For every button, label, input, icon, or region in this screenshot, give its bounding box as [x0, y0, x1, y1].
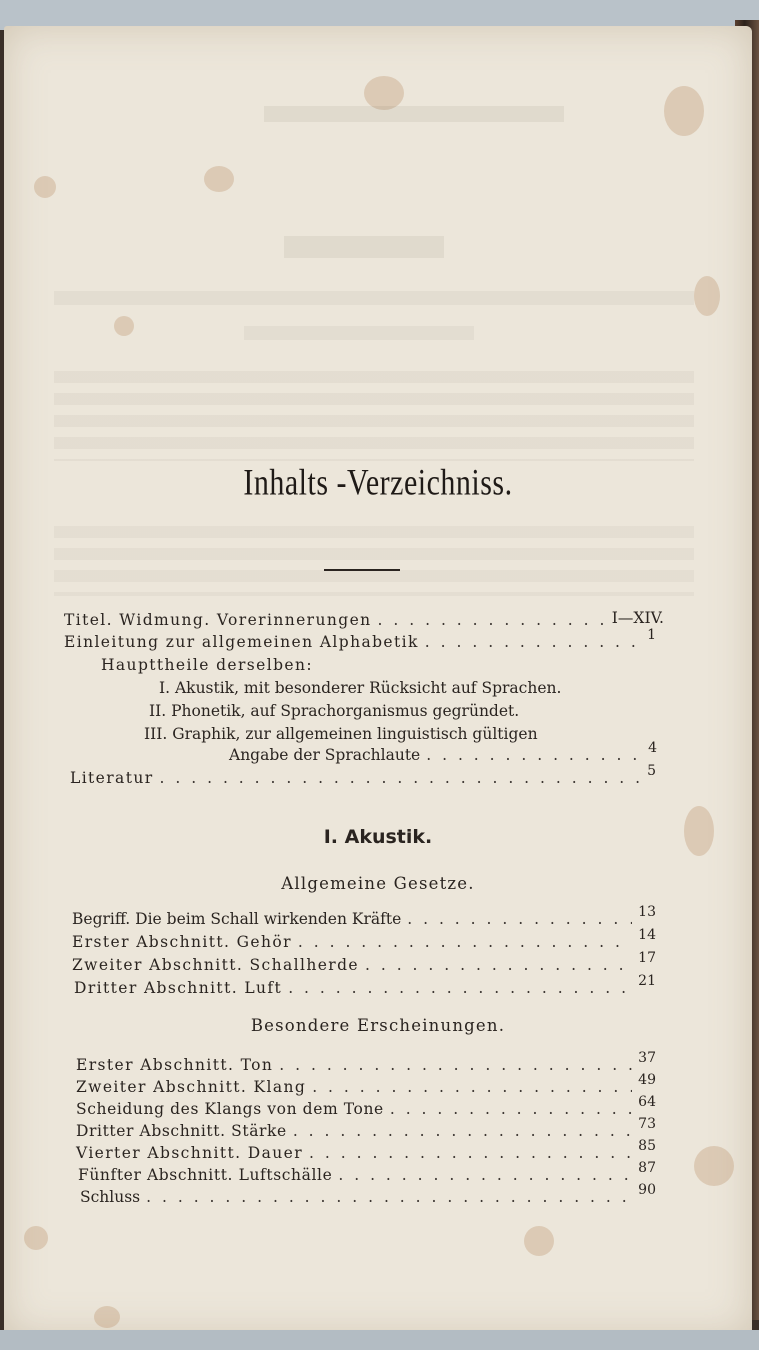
dot-leader: [425, 633, 641, 651]
dot-leader: [293, 1122, 632, 1140]
entry-page: I—XIV.: [611, 609, 664, 627]
toc-entry: [76, 1094, 656, 1118]
entry-title: Fünfter Abschnitt. Luftschälle: [78, 1166, 333, 1184]
show-through: [284, 236, 444, 258]
stain: [34, 176, 56, 198]
toc-subheading: Haupttheile derselben:: [101, 656, 313, 674]
show-through: [264, 106, 564, 122]
title-rule: [324, 569, 400, 571]
dot-leader: [338, 1166, 632, 1184]
entry-page: 17: [638, 950, 656, 966]
toc-subitem: III. Graphik, zur allgemeinen linguistisch gültigen: [144, 725, 538, 743]
dot-leader: [288, 979, 632, 997]
toc-entry: [74, 973, 656, 997]
toc-entry: [64, 611, 664, 629]
dot-leader: [146, 1188, 632, 1206]
entry-title: Dritter Abschnitt. Stärke: [76, 1122, 287, 1140]
entry-page: 85: [638, 1138, 656, 1154]
entry-page: 73: [638, 1116, 656, 1132]
show-through: [54, 371, 694, 461]
entry-title: Literatur: [70, 769, 154, 787]
entry-page: 64: [638, 1094, 656, 1110]
entry-title: Dritter Abschnitt. Luft: [74, 979, 283, 997]
stain: [204, 166, 234, 192]
dot-leader: [407, 910, 632, 928]
stain: [94, 1306, 120, 1328]
toc-entry: [80, 1182, 656, 1206]
entry-title: Erster Abschnitt. Ton: [76, 1056, 274, 1074]
dot-leader: [426, 746, 642, 764]
entry-page: 14: [638, 927, 656, 943]
group-heading: Besondere Erscheinungen.: [250, 1016, 506, 1035]
entry-title: Scheidung des Klangs von dem Tone: [76, 1100, 384, 1118]
entry-title: Angabe der Sprachlaute: [229, 746, 421, 764]
dot-leader: [378, 611, 606, 629]
background-bottom: [0, 1330, 759, 1350]
toc-entry: [229, 740, 657, 764]
page-title: Inhalts -Verzeichniss.: [243, 461, 513, 503]
stain: [364, 76, 404, 110]
dot-leader: [309, 1144, 632, 1162]
entry-page: 90: [638, 1182, 656, 1198]
toc-entry: [72, 904, 656, 928]
entry-title: Begriff. Die beim Schall wirkenden Kräfte: [72, 910, 402, 928]
stain: [114, 316, 134, 336]
stain: [694, 276, 720, 316]
toc-entry: [64, 627, 656, 651]
toc-entry: [72, 950, 656, 974]
dot-leader: [390, 1100, 632, 1118]
dot-leader: [312, 1078, 632, 1096]
toc-subitem: I. Akustik, mit besonderer Rücksicht auf Sprachen.: [159, 679, 562, 697]
entry-title: Vierter Abschnitt. Dauer: [76, 1144, 304, 1162]
dot-leader: [298, 933, 632, 951]
group-heading: Allgemeine Gesetze.: [281, 874, 475, 893]
toc-entry: [76, 1050, 656, 1074]
entry-page: 21: [638, 973, 656, 989]
toc-entry: [70, 763, 656, 787]
entry-title: Schluss: [80, 1188, 141, 1206]
stain: [24, 1226, 48, 1250]
toc-entry: [76, 1138, 656, 1162]
entry-title: Zweiter Abschnitt. Klang: [76, 1078, 307, 1096]
dot-leader: [365, 956, 632, 974]
entry-title: Erster Abschnitt. Gehör: [72, 933, 292, 951]
entry-title: Zweiter Abschnitt. Schallherde: [72, 956, 359, 974]
show-through: [54, 526, 694, 596]
entry-title: Einleitung zur allgemeinen Alphabetik: [64, 633, 419, 651]
toc-subitem: II. Phonetik, auf Sprachorganismus gegründet.: [149, 702, 520, 720]
entry-page: 4: [648, 740, 657, 756]
entry-title: Titel. Widmung. Vorerinnerungen: [64, 611, 372, 629]
entry-page: 49: [638, 1072, 656, 1088]
entry-page: 13: [638, 904, 656, 920]
toc-entry: [76, 1116, 656, 1140]
entry-page: 1: [647, 627, 656, 643]
entry-page: 37: [638, 1050, 656, 1066]
entry-page: 87: [638, 1160, 656, 1176]
toc-entry: [78, 1160, 656, 1184]
show-through: [54, 291, 694, 305]
entry-page: 5: [647, 763, 656, 779]
dot-leader: [279, 1056, 632, 1074]
book-page: [4, 26, 752, 1336]
stain: [524, 1226, 554, 1256]
show-through: [244, 326, 474, 340]
section-heading: I. Akustik.: [323, 826, 433, 848]
dot-leader: [160, 769, 642, 787]
toc-entry: [72, 927, 656, 951]
stain: [664, 86, 704, 136]
stain: [694, 1146, 734, 1186]
toc-entry: [76, 1072, 656, 1096]
